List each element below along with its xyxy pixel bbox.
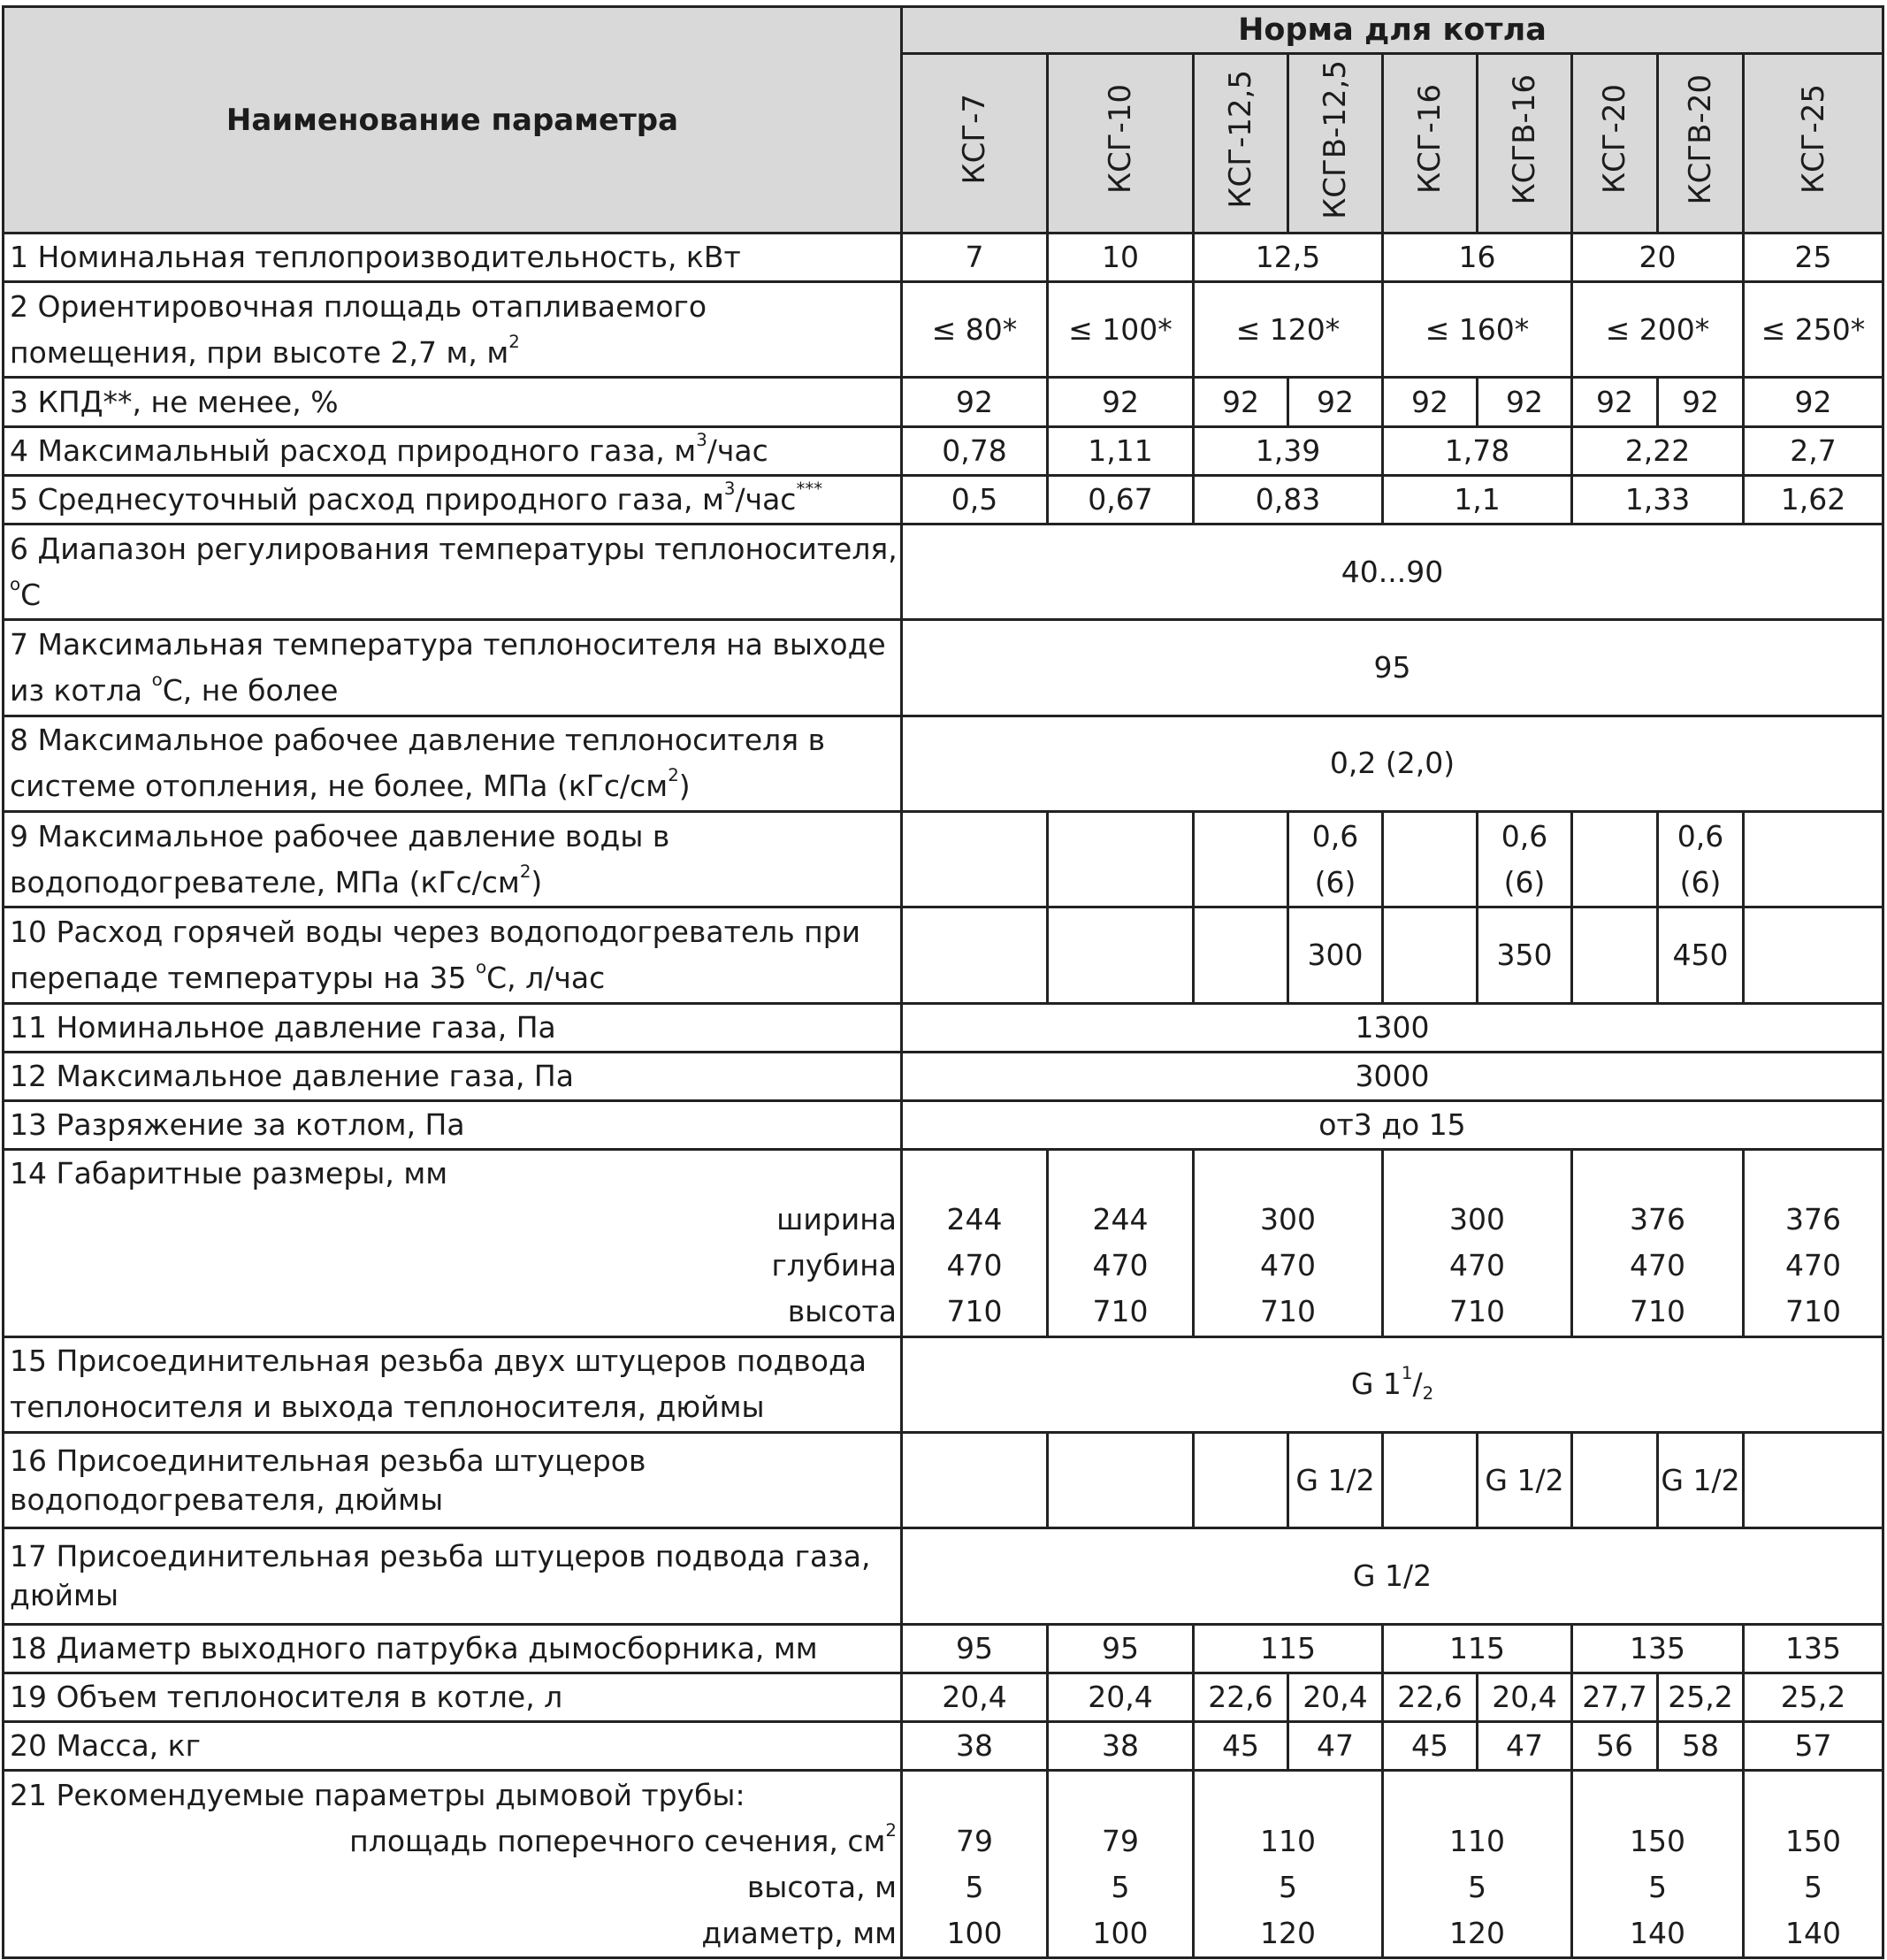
param-name: 1 Номинальная теплопроизводительность, кВт bbox=[4, 234, 902, 282]
model-header: КСГ-10 bbox=[1048, 54, 1194, 234]
cell-value: 38 bbox=[1048, 1722, 1194, 1771]
empty-cell bbox=[902, 811, 1048, 907]
cell-value: 25,2 bbox=[1658, 1673, 1744, 1721]
param-name: 2 Ориентировочная площадь отапливаемого помещения, при высоте 2,7 м, $м^2$ bbox=[4, 282, 902, 378]
cell-value: 79 5 100 bbox=[1048, 1771, 1194, 1958]
spec-table bbox=[2, 5, 1884, 1959]
cell-value: 1,11 bbox=[1048, 426, 1194, 475]
cell-value: 92 bbox=[1572, 378, 1658, 426]
empty-cell bbox=[1572, 811, 1658, 907]
param-name: 13 Разряжение за котлом, Па bbox=[4, 1100, 902, 1149]
cell-value: 110 5 120 bbox=[1194, 1771, 1383, 1958]
cell-value: 1,62 bbox=[1744, 475, 1883, 524]
cell-value: ≤ 160* bbox=[1383, 282, 1572, 378]
cell-value: 135 bbox=[1572, 1624, 1744, 1673]
cell-value: 57 bbox=[1744, 1722, 1883, 1771]
cell-value: G 1/2 bbox=[1658, 1433, 1744, 1528]
cell-value: G 1/2 bbox=[902, 1528, 1883, 1624]
param-header: Наименование параметра bbox=[4, 7, 902, 234]
cell-value: 10 bbox=[1048, 234, 1194, 282]
cell-value: 450 bbox=[1658, 907, 1744, 1003]
cell-value: 300 470 710 bbox=[1194, 1150, 1383, 1337]
cell-value: 20,4 bbox=[1048, 1673, 1194, 1721]
cell-value: 0,78 bbox=[902, 426, 1048, 475]
cell-value: G $1^1/_2$ bbox=[902, 1336, 1883, 1432]
cell-value: 79 5 100 bbox=[902, 1771, 1048, 1958]
table-row bbox=[4, 234, 1883, 282]
param-name: 7 Максимальная температура теплоносителя на выходе из котла $^o$С, не более bbox=[4, 620, 902, 716]
cell-value: 0,67 bbox=[1048, 475, 1194, 524]
cell-value: 0,5 bbox=[902, 475, 1048, 524]
table-row bbox=[4, 1673, 1883, 1721]
cell-value: 56 bbox=[1572, 1722, 1658, 1771]
cell-value: 0,6 (6) bbox=[1658, 811, 1744, 907]
model-header: КСГВ-20 bbox=[1658, 54, 1744, 234]
table-row bbox=[4, 1052, 1883, 1100]
cell-value: 22,6 bbox=[1383, 1673, 1478, 1721]
cell-value: 244 470 710 bbox=[1048, 1150, 1194, 1337]
cell-value: 92 bbox=[1383, 378, 1478, 426]
cell-value: 47 bbox=[1288, 1722, 1383, 1771]
cell-value: 25 bbox=[1744, 234, 1883, 282]
model-header: КСГВ-12,5 bbox=[1288, 54, 1383, 234]
cell-value: 350 bbox=[1478, 907, 1572, 1003]
empty-cell bbox=[902, 1433, 1048, 1528]
model-header: КСГВ-16 bbox=[1478, 54, 1572, 234]
cell-value: 20,4 bbox=[1478, 1673, 1572, 1721]
cell-value: 47 bbox=[1478, 1722, 1572, 1771]
cell-value: 244 470 710 bbox=[902, 1150, 1048, 1337]
param-name: 15 Присоединительная резьба двух штуцеров подвода теплоносителя и выхода теплоносителя, дюймы bbox=[4, 1336, 902, 1432]
table-row bbox=[4, 811, 1883, 907]
param-name: 20 Масса, кг bbox=[4, 1722, 902, 1771]
table-row bbox=[4, 716, 1883, 811]
param-name: 21 Рекомендуемые параметры дымовой трубы: площадь поперечного сечения, $см^2$ высота, м диаметр, мм bbox=[4, 1771, 902, 1958]
table-row bbox=[4, 1528, 1883, 1624]
empty-cell bbox=[1383, 907, 1478, 1003]
cell-value: 3000 bbox=[902, 1052, 1883, 1100]
param-name: 4 Максимальный расход природного газа, $м^3$/час bbox=[4, 426, 902, 475]
cell-value: 110 5 120 bbox=[1383, 1771, 1572, 1958]
cell-value: 20,4 bbox=[902, 1673, 1048, 1721]
cell-value: 92 bbox=[1048, 378, 1194, 426]
cell-value: 115 bbox=[1383, 1624, 1572, 1673]
param-name: 9 Максимальное рабочее давление воды в водоподогревателе, МПа $(кГс/см^2)$ bbox=[4, 811, 902, 907]
empty-cell bbox=[1572, 1433, 1658, 1528]
param-name: 10 Расход горячей воды через водоподогреватель при перепаде температуры на 35 $^o$С, л/час bbox=[4, 907, 902, 1003]
table-row bbox=[4, 620, 1883, 716]
empty-cell bbox=[1744, 811, 1883, 907]
table-row bbox=[4, 1722, 1883, 1771]
param-name: 8 Максимальное рабочее давление теплоносителя в системе отопления, не более, МПа $(кГс/см^2)$ bbox=[4, 716, 902, 811]
cell-value: 1,33 bbox=[1572, 475, 1744, 524]
cell-value: ≤ 200* bbox=[1572, 282, 1744, 378]
cell-value: 1300 bbox=[902, 1003, 1883, 1052]
cell-value: 0,83 bbox=[1194, 475, 1383, 524]
empty-cell bbox=[1194, 907, 1288, 1003]
cell-value: 92 bbox=[1658, 378, 1744, 426]
empty-cell bbox=[1744, 907, 1883, 1003]
param-name: 6 Диапазон регулирования температуры теплоносителя, $^o$С bbox=[4, 524, 902, 619]
cell-value: 95 bbox=[902, 620, 1883, 716]
table-row bbox=[4, 475, 1883, 524]
table-row bbox=[4, 1100, 1883, 1149]
cell-value: 92 bbox=[1194, 378, 1288, 426]
cell-value: 92 bbox=[902, 378, 1048, 426]
model-header: КСГ-7 bbox=[902, 54, 1048, 234]
cell-value: 0,2 (2,0) bbox=[902, 716, 1883, 811]
empty-cell bbox=[1194, 811, 1288, 907]
cell-value: ≤ 80* bbox=[902, 282, 1048, 378]
cell-value: 135 bbox=[1744, 1624, 1883, 1673]
empty-cell bbox=[1048, 1433, 1194, 1528]
table-row bbox=[4, 282, 1883, 378]
model-header: КСГ-12,5 bbox=[1194, 54, 1288, 234]
cell-value: ≤ 120* bbox=[1194, 282, 1383, 378]
param-name: 12 Максимальное давление газа, Па bbox=[4, 1052, 902, 1100]
table-row bbox=[4, 1624, 1883, 1673]
cell-value: ≤ 100* bbox=[1048, 282, 1194, 378]
cell-value: 1,78 bbox=[1383, 426, 1572, 475]
cell-value: 376 470 710 bbox=[1572, 1150, 1744, 1337]
table-row bbox=[4, 378, 1883, 426]
table-row bbox=[4, 1003, 1883, 1052]
cell-value: 376 470 710 bbox=[1744, 1150, 1883, 1337]
cell-value: 2,7 bbox=[1744, 426, 1883, 475]
empty-cell bbox=[1744, 1433, 1883, 1528]
cell-value: 58 bbox=[1658, 1722, 1744, 1771]
cell-value: 92 bbox=[1288, 378, 1383, 426]
cell-value: 38 bbox=[902, 1722, 1048, 1771]
model-header: КСГ-25 bbox=[1744, 54, 1883, 234]
empty-cell bbox=[1572, 907, 1658, 1003]
param-name: 11 Номинальное давление газа, Па bbox=[4, 1003, 902, 1052]
cell-value: 20 bbox=[1572, 234, 1744, 282]
table-row bbox=[4, 1433, 1883, 1528]
cell-value: G 1/2 bbox=[1478, 1433, 1572, 1528]
param-name: 18 Диаметр выходного патрубка дымосборника, мм bbox=[4, 1624, 902, 1673]
empty-cell bbox=[1194, 1433, 1288, 1528]
cell-value: 45 bbox=[1383, 1722, 1478, 1771]
cell-value: 7 bbox=[902, 234, 1048, 282]
param-name: 19 Объем теплоносителя в котле, л bbox=[4, 1673, 902, 1721]
empty-cell bbox=[1048, 811, 1194, 907]
cell-value: 1,39 bbox=[1194, 426, 1383, 475]
cell-value: G 1/2 bbox=[1288, 1433, 1383, 1528]
table-row bbox=[4, 524, 1883, 619]
param-name: 5 Среднесуточный расход природного газа, $м^3/час^{***}$ bbox=[4, 475, 902, 524]
cell-value: от3 до 15 bbox=[902, 1100, 1883, 1149]
cell-value: 115 bbox=[1194, 1624, 1383, 1673]
empty-cell bbox=[1383, 811, 1478, 907]
cell-value: 2,22 bbox=[1572, 426, 1744, 475]
cell-value: 95 bbox=[1048, 1624, 1194, 1673]
param-name: 14 Габаритные размеры, мм ширина глубина высота bbox=[4, 1150, 902, 1337]
cell-value: 45 bbox=[1194, 1722, 1288, 1771]
cell-value: 92 bbox=[1478, 378, 1572, 426]
table-row bbox=[4, 1150, 1883, 1337]
cell-value: 25,2 bbox=[1744, 1673, 1883, 1721]
param-name: 16 Присоединительная резьба штуцеров водоподогревателя, дюймы bbox=[4, 1433, 902, 1528]
cell-value: 150 5 140 bbox=[1572, 1771, 1744, 1958]
table-row bbox=[4, 1336, 1883, 1432]
cell-value: 300 470 710 bbox=[1383, 1150, 1572, 1337]
cell-value: 1,1 bbox=[1383, 475, 1572, 524]
norm-header: Норма для котла bbox=[902, 7, 1883, 54]
param-name: 17 Присоединительная резьба штуцеров подвода газа, дюймы bbox=[4, 1528, 902, 1624]
cell-value: 0,6 (6) bbox=[1478, 811, 1572, 907]
empty-cell bbox=[902, 907, 1048, 1003]
table-row bbox=[4, 1771, 1883, 1958]
cell-value: 12,5 bbox=[1194, 234, 1383, 282]
cell-value: 16 bbox=[1383, 234, 1572, 282]
cell-value: 27,7 bbox=[1572, 1673, 1658, 1721]
cell-value: 92 bbox=[1744, 378, 1883, 426]
cell-value: 150 5 140 bbox=[1744, 1771, 1883, 1958]
table-row bbox=[4, 426, 1883, 475]
cell-value: 40...90 bbox=[902, 524, 1883, 619]
cell-value: ≤ 250* bbox=[1744, 282, 1883, 378]
model-header: КСГ-16 bbox=[1383, 54, 1478, 234]
model-header: КСГ-20 bbox=[1572, 54, 1658, 234]
table-row bbox=[4, 907, 1883, 1003]
param-name: 3 КПД**, не менее, % bbox=[4, 378, 902, 426]
empty-cell bbox=[1048, 907, 1194, 1003]
cell-value: 22,6 bbox=[1194, 1673, 1288, 1721]
cell-value: 20,4 bbox=[1288, 1673, 1383, 1721]
cell-value: 95 bbox=[902, 1624, 1048, 1673]
cell-value: 0,6 (6) bbox=[1288, 811, 1383, 907]
empty-cell bbox=[1383, 1433, 1478, 1528]
cell-value: 300 bbox=[1288, 907, 1383, 1003]
